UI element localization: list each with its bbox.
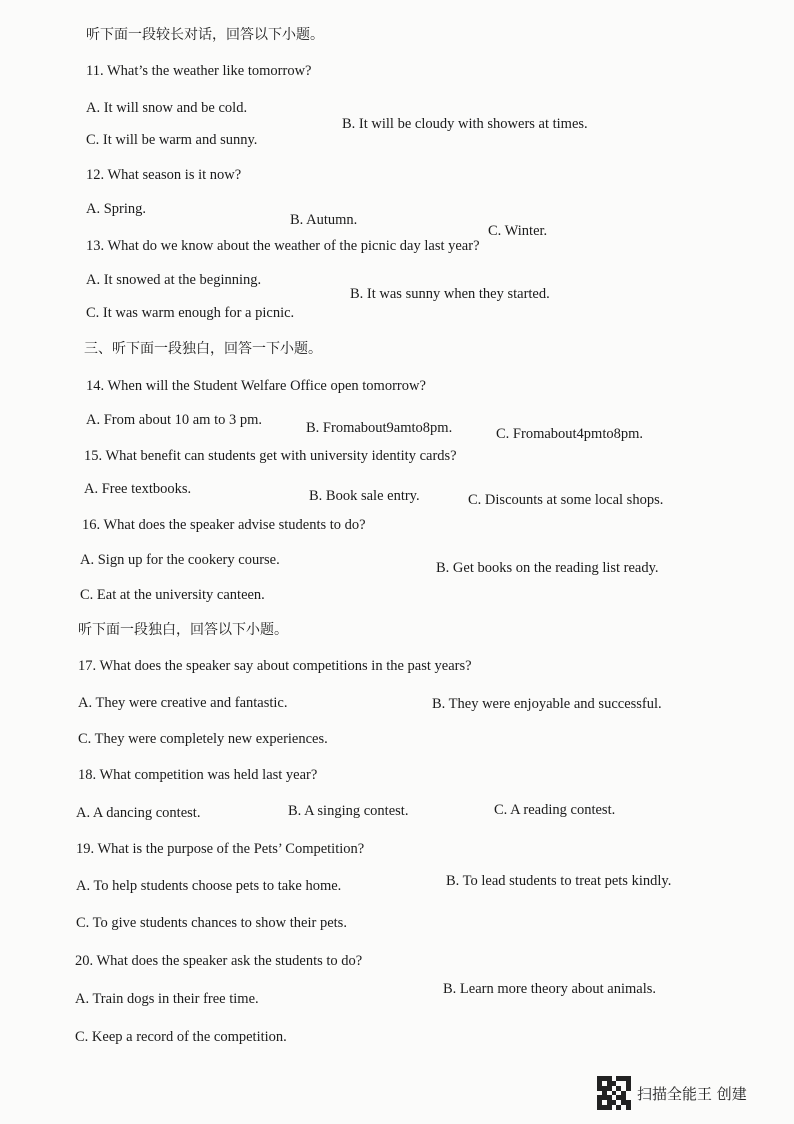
q17-option-a: A. They were creative and fantastic.: [78, 695, 288, 711]
q12-option-b: B. Autumn.: [290, 212, 358, 228]
q15-option-a: A. Free textbooks.: [84, 481, 192, 497]
q15-option-c: C. Discounts at some local shops.: [468, 492, 664, 508]
q15-option-b: B. Book sale entry.: [309, 488, 420, 504]
q19-option-c: C. To give students chances to show their pets.: [76, 915, 347, 931]
q12-option-c: C. Winter.: [488, 223, 548, 239]
q16-option-c: C. Eat at the university canteen.: [80, 587, 265, 603]
q18-option-c: C. A reading contest.: [494, 802, 616, 818]
q20-option-b: B. Learn more theory about animals.: [443, 981, 657, 997]
watermark-text: 扫描全能王 创建: [637, 1084, 747, 1103]
section-instruction: 听下面一段独白，回答以下小题。: [78, 622, 288, 638]
q18-option-a: A. A dancing contest.: [76, 805, 201, 821]
question-16: 16. What does the speaker advise students to do?: [82, 517, 366, 533]
q19-option-a: A. To help students choose pets to take home.: [76, 878, 342, 894]
q11-option-b: B. It will be cloudy with showers at times.: [342, 116, 588, 132]
question-15: 15. What benefit can students get with university identity cards?: [84, 448, 457, 464]
q17-option-c: C. They were completely new experiences.: [78, 731, 328, 747]
q14-option-b: B. Fromabout9amto8pm.: [306, 420, 453, 436]
q13-option-c: C. It was warm enough for a picnic.: [86, 305, 295, 321]
q20-option-a: A. Train dogs in their free time.: [75, 991, 259, 1007]
q14-option-c: C. Fromabout4pmto8pm.: [496, 426, 644, 442]
q12-option-a: A. Spring.: [86, 201, 147, 217]
q11-option-c: C. It will be warm and sunny.: [86, 132, 258, 148]
question-14: 14. When will the Student Welfare Office open tomorrow?: [86, 378, 426, 394]
q17-option-b: B. They were enjoyable and successful.: [432, 696, 662, 712]
question-12: 12. What season is it now?: [86, 167, 242, 183]
q16-option-b: B. Get books on the reading list ready.: [436, 560, 659, 576]
q14-option-a: A. From about 10 am to 3 pm.: [86, 412, 263, 428]
question-19: 19. What is the purpose of the Pets’ Competition?: [76, 841, 365, 857]
q20-option-c: C. Keep a record of the competition.: [75, 1029, 287, 1045]
q16-option-a: A. Sign up for the cookery course.: [80, 552, 280, 568]
question-13: 13. What do we know about the weather of the picnic day last year?: [86, 238, 480, 254]
question-11: 11. What’s the weather like tomorrow?: [86, 63, 312, 79]
question-17: 17. What does the speaker say about competitions in the past years?: [78, 658, 472, 674]
q18-option-b: B. A singing contest.: [288, 803, 409, 819]
section-three-instruction: 三、听下面一段独白，回答一下小题。: [84, 341, 322, 357]
q11-option-a: A. It will snow and be cold.: [86, 100, 248, 116]
scanner-watermark: [597, 1076, 747, 1110]
q19-option-b: B. To lead students to treat pets kindly.: [446, 873, 672, 889]
qr-code-icon: [597, 1076, 631, 1110]
section-instruction: 听下面一段较长对话，回答以下小题。: [86, 27, 324, 43]
q13-option-b: B. It was sunny when they started.: [350, 286, 550, 302]
q13-option-a: A. It snowed at the beginning.: [86, 272, 262, 288]
question-20: 20. What does the speaker ask the students to do?: [75, 953, 363, 969]
question-18: 18. What competition was held last year?: [78, 767, 318, 783]
